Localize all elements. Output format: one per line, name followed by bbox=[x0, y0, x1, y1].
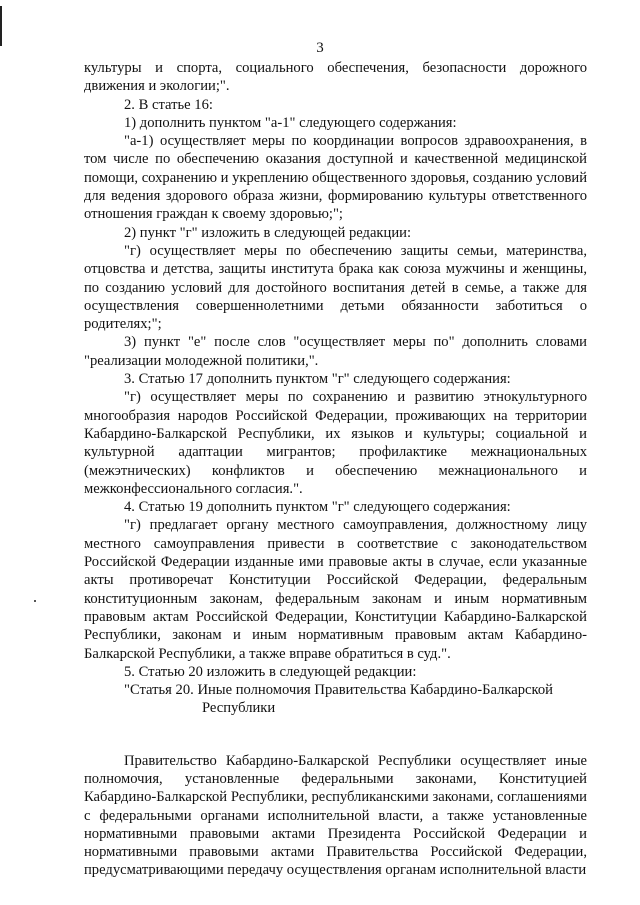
paragraph-article-17: 3. Статью 17 дополнить пунктом "г" следующего содержания: bbox=[124, 371, 511, 388]
article-20-heading-line1: "Статья 20. Иные полномочия Правительства Кабардино-Балкарской bbox=[124, 682, 553, 699]
scan-speck bbox=[34, 600, 36, 602]
paragraph-article-17-text: "г) осуществляет меры по сохранению и развитию этнокультурного многообразия народов Российской Федерации, проживающих на территории Кабардино-Балкарской Республики, их языков и культуры; социальной и культурной адаптации мигрантов; профилактике межнациональных (межэтнических) конфликтов и обеспечению межнационального и межконфессионального согласия.". bbox=[84, 389, 587, 497]
page-number: 3 bbox=[316, 40, 324, 56]
paragraph-article-16: 2. В статье 16: bbox=[124, 96, 213, 113]
paragraph-article-20: 5. Статью 20 изложить в следующей редакции: bbox=[124, 663, 417, 680]
paragraph-article-19: 4. Статью 19 дополнить пунктом "г" следующего содержания: bbox=[124, 499, 511, 516]
paragraph-item-g-text: "г) осуществляет меры по обеспечению защиты семьи, материнства, отцовства и детства, защиты института брака как союза мужчины и женщины, по созданию условий для достойного воспитания детей в семье, а также для осуществления совершеннолетними детьми обязанности заботиться о родителях;"; bbox=[84, 242, 587, 333]
paragraph-item-1: 1) дополнить пунктом "а-1" следующего содержания: bbox=[124, 114, 457, 131]
document-body bbox=[84, 59, 587, 880]
paragraph-item-2: 2) пункт "г" изложить в следующей редакции: bbox=[124, 224, 412, 241]
paragraph-article-19-text: "г) предлагает органу местного самоуправления, должностному лицу местного самоуправления привести в соответствие с законодательством Российской Федерации изданные ими правовые акты в случае, если указанные акты противоречат Конституции Российской Федерации, федеральным конституционным законам, федеральным законам и иным нормативным правовым актам Российской Федерации, Конституции Кабардино-Балкарской Республики, законам и иным нормативным правовым актам Кабардино-Балкарской Республики, а также вправе обратиться в суд.". bbox=[84, 517, 587, 662]
paragraph-item-a1-text: "а-1) осуществляет меры по координации вопросов здравоохранения, в том числе по обеспечению оказания доступной и качественной медицинской помощи, сохранению и укреплению общественного здоровья, созданию условий для ведения здорового образа жизни, формированию культуры ответственного отношения граждан к своему здоровью;"; bbox=[84, 133, 588, 223]
paragraph-item-3: 3) пункт "е" после слов "осуществляет меры по" дополнить словами "реализации молодежной политики,". bbox=[84, 334, 587, 369]
article-20-heading bbox=[84, 681, 587, 718]
paragraph-article-20-text: Правительство Кабардино-Балкарской Республики осуществляет иные полномочия, установленные федеральными законами, Конституцией Кабардино-Балкарской Республики, республиканскими законами, соглашениями с федеральными органами исполнительной власти, а также установленные нормативными правовыми актами Президента Российской Федерации и нормативными правовыми актами Правительства Российской Федерации, предусматривающими передачу осуществления органам исполнительной власти bbox=[84, 752, 587, 879]
paragraph-continuation: культуры и спорта, социального обеспечения, безопасности дорожного движения и экологии;". bbox=[84, 60, 587, 95]
article-20-heading-line2: Республики bbox=[202, 700, 276, 717]
